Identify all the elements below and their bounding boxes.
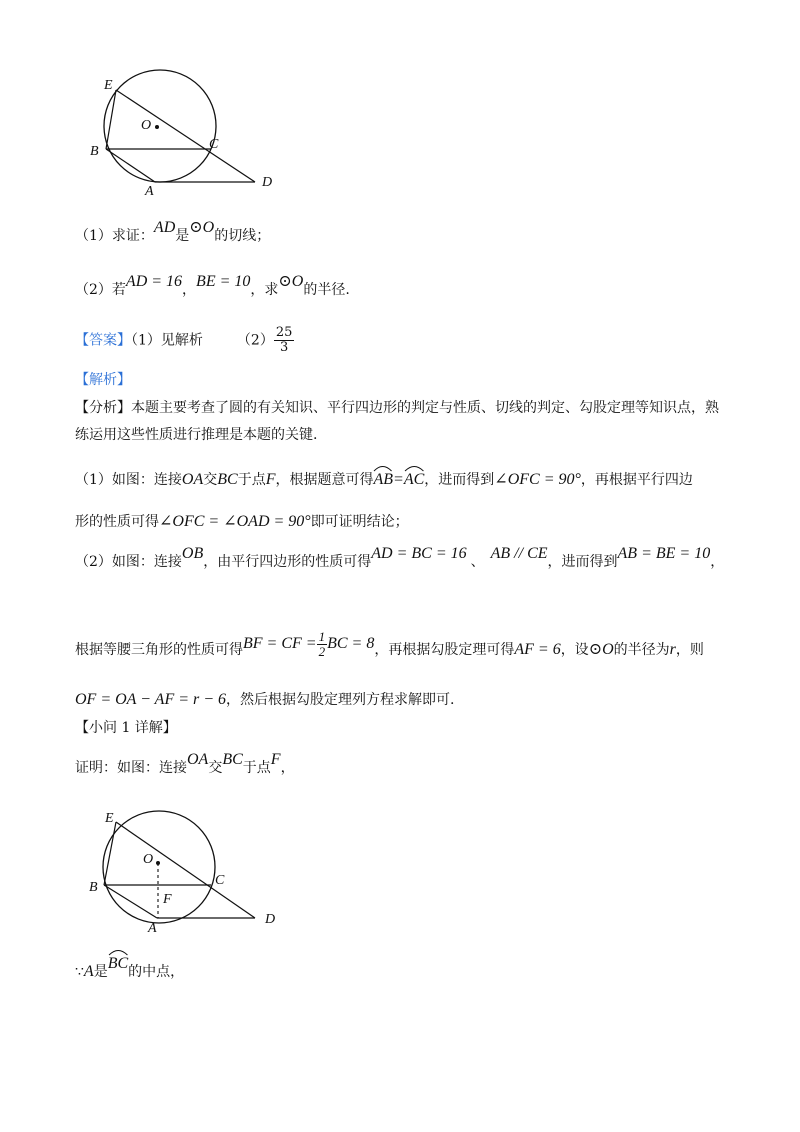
proof-bc: BC: [222, 751, 243, 768]
p1-angle: ∠OFC = 90°: [494, 471, 581, 488]
p3-text-e: ，则: [675, 642, 704, 659]
p1-oa: OA: [181, 471, 204, 488]
proof-text-c: 于点: [242, 760, 271, 776]
analysis-line-2: 练运用这些性质进行推理是本题的关键.: [75, 427, 318, 443]
center-dot-2: [156, 861, 160, 865]
p1-text-a: （1）如图：连接: [75, 472, 182, 488]
because-arc-text: BC: [107, 955, 129, 972]
p2-text-b: ，由平行四边形的性质可得: [203, 554, 372, 570]
p1-arc-ab: [373, 470, 393, 490]
p3-fraction: [317, 630, 328, 659]
because-is: 是: [93, 964, 108, 980]
analysis-p2-line: [75, 545, 725, 572]
p3-frac-num: 1: [318, 629, 326, 644]
p1-arc-ab-text: AB: [373, 471, 394, 488]
segment-ba: [106, 149, 155, 182]
circle-o-2: [103, 811, 215, 923]
p4-eq: OF = OA − AF = r − 6: [75, 691, 227, 708]
p2-eq2: AB // CE: [490, 545, 548, 562]
answer-part2: （2）: [236, 332, 274, 349]
question-2: [75, 273, 350, 300]
answer-fraction: [274, 326, 295, 355]
q2-suffix: 的半径.: [303, 282, 350, 298]
because-arc-bc: [108, 954, 128, 974]
q1-circle: ⊙O: [189, 219, 215, 236]
p1-f: F: [265, 471, 276, 488]
q2-eq2: BE = 10: [196, 273, 251, 290]
detail-tag: 【小问 1 详解】: [75, 720, 177, 736]
p1-line2-a: 形的性质可得: [75, 514, 159, 530]
p1-text-f: ，再根据平行四边: [580, 472, 693, 488]
p1-text-c: 于点: [237, 472, 266, 488]
p1-text-e: ，进而得到: [424, 472, 495, 488]
p2-text-d: ，进而得到: [547, 554, 618, 570]
proof-text-d: ，: [280, 760, 295, 776]
label-c-2: C: [215, 873, 225, 888]
label-a-2: A: [148, 921, 157, 936]
p2-text-a: （2）如图：连接: [75, 554, 182, 570]
p1-text-b: 交: [203, 472, 218, 488]
q2-comma1: ，: [182, 282, 197, 298]
p3-frac-den: 2: [318, 644, 326, 659]
answer-tag: 【答案】: [75, 332, 131, 349]
p3-circle: ⊙O: [588, 641, 614, 659]
label-b: B: [90, 144, 99, 159]
p4-text-b: ，然后根据勾股定理列方程求解即可.: [226, 692, 455, 708]
segment-eb-2: [104, 822, 116, 885]
p2-ob: OB: [181, 545, 204, 562]
because-symbol: ∵: [75, 964, 84, 980]
q2-eq1: AD = 16: [125, 273, 183, 290]
analysis-p3-line: [75, 629, 704, 665]
q1-suffix: 的切线；: [214, 228, 271, 244]
p1-arc-ac: [404, 470, 424, 490]
p2-eq1: AD = BC = 16: [371, 545, 467, 562]
p2-eq3: AB = BE = 10: [617, 545, 711, 562]
p1-text-d: ，根据题意可得: [275, 472, 374, 488]
proof-text-b: 交: [208, 760, 223, 776]
label-c: C: [209, 137, 219, 152]
segment-ed: [116, 90, 255, 182]
label-o: O: [141, 118, 152, 133]
label-o-2: O: [143, 852, 154, 867]
analysis-p4-line: [75, 690, 455, 710]
p3-text-b: ，再根据勾股定理可得: [374, 642, 515, 659]
q2-prefix: （2）若: [75, 282, 126, 298]
p1-eq: =: [393, 471, 404, 488]
answer-frac-num: 25: [275, 325, 293, 340]
p3-af: AF = 6: [514, 641, 561, 659]
geometry-figure-1: [85, 60, 285, 200]
label-f-2: F: [163, 892, 172, 907]
center-dot: [155, 125, 159, 129]
p2-text-c: 、: [470, 554, 485, 570]
p3-text-d: 的半径为: [613, 642, 670, 659]
answer-frac-den: 3: [279, 340, 289, 355]
circle-o: [104, 70, 216, 182]
p3-text-c: ，设: [560, 642, 589, 659]
segment-ba-2: [104, 885, 157, 918]
q1-ad: AD: [153, 219, 176, 236]
label-b-2: B: [89, 880, 98, 895]
p3-equation: [243, 629, 375, 659]
label-d-2: D: [265, 912, 276, 927]
q1-prefix: （1）求证：: [75, 228, 154, 244]
proof-text-a: 证明：如图：连接: [75, 760, 187, 776]
proof-line: [75, 751, 295, 778]
analysis-tag: 【解析】: [75, 372, 131, 388]
because-tail: 的中点，: [128, 964, 185, 980]
arc-mark-bc: [108, 948, 128, 956]
segment-ed-2: [116, 822, 255, 918]
q2-comma2: ，求: [250, 282, 279, 298]
p1-line2-eq: ∠OFC = ∠OAD = 90°: [159, 513, 311, 530]
analysis-line-1: 【分析】本题主要考查了圆的有关知识、平行四边形的判定与性质、切线的判定、勾股定理等知识点，熟: [75, 400, 719, 416]
p3-text-a: 根据等腰三角形的性质可得: [75, 642, 243, 659]
answer-part1: （1）见解析: [131, 332, 203, 349]
p1-line2-b: 即可证明结论；: [310, 514, 409, 530]
proof-oa: OA: [187, 751, 209, 768]
because-line: [75, 955, 185, 982]
p3-eq-right: BC = 8: [327, 635, 375, 653]
arc-mark-ab: [373, 464, 393, 472]
p2-text-e: ，: [710, 554, 725, 570]
arc-mark-ac: [404, 464, 424, 472]
q2-circle: ⊙O: [278, 273, 304, 290]
analysis-p1-line-1: [75, 470, 693, 490]
question-1: [75, 219, 271, 246]
proof-f: F: [270, 751, 281, 768]
p3-r: r: [669, 641, 676, 659]
label-d: D: [262, 175, 273, 190]
geometry-figure-2: [85, 805, 285, 940]
because-a: A: [83, 963, 94, 980]
p1-arc-ac-text: AC: [403, 471, 425, 488]
p1-bc: BC: [217, 471, 238, 488]
analysis-p1-line-2: [75, 512, 409, 532]
answer-line: [75, 326, 294, 355]
label-e-2: E: [105, 811, 114, 826]
q1-is: 是: [175, 228, 190, 244]
label-a: A: [145, 184, 154, 199]
label-e: E: [104, 78, 113, 93]
p3-eq-left: BF = CF =: [243, 635, 317, 653]
